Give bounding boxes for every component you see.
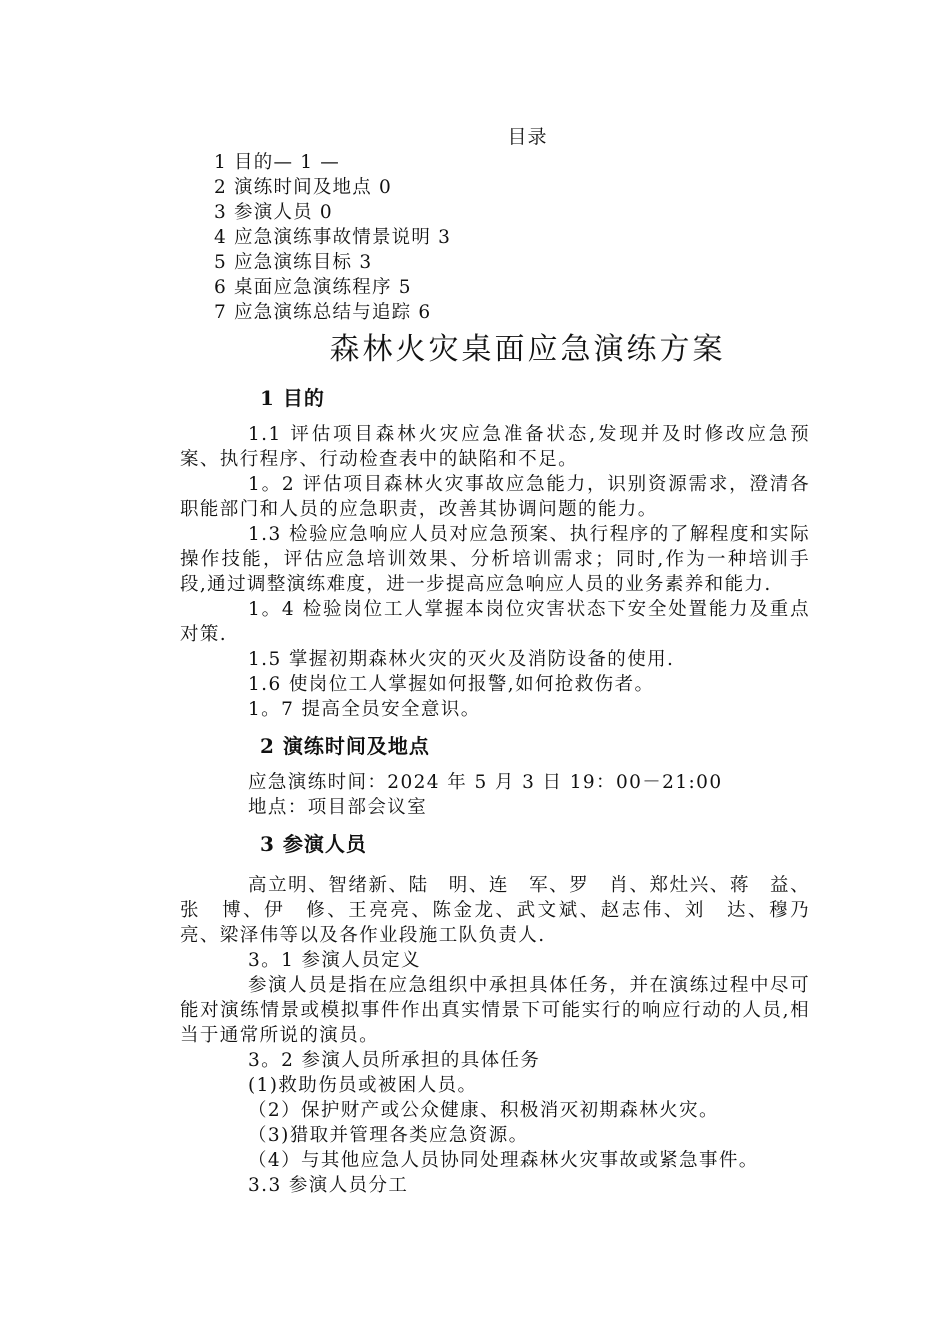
paragraph: 1。4 检验岗位工人掌握本岗位灾害状态下安全处置能力及重点对策. (180, 599, 810, 645)
paragraph: 参演人员是指在应急组织中承担具体任务，并在演练过程中尽可能对演练情景或模拟事件作出真实情景下可能实行的响应行动的人员,相当于通常所说的演员。 (180, 975, 810, 1046)
paragraph: 3.3 参演人员分工 (248, 1175, 409, 1196)
paragraph: 3。2 参演人员所承担的具体任务 (248, 1050, 541, 1071)
section-heading-purpose: 1 目的 (260, 386, 325, 410)
paragraph: 3。1 参演人员定义 (248, 950, 421, 971)
toc-item[interactable]: 6 桌面应急演练程序 5 (214, 277, 412, 298)
toc-item[interactable]: 3 参演人员 0 (214, 202, 333, 223)
paragraph: （4）与其他应急人员协同处理森林火灾事故或紧急事件。 (248, 1150, 759, 1171)
paragraph: 高立明、智绪新、陆 明、连 军、罗 肖、郑灶兴、蒋 益、张 博、伊 修、王亮亮、陈金龙、武文斌、赵志伟、刘 达、穆乃亮、梁泽伟等以及各作业段施工队负责人. (180, 875, 810, 946)
paragraph: 1.3 检验应急响应人员对应急预案、执行程序的了解程度和实际操作技能，评估应急培训效果、分析培训需求；同时,作为一种培训手段,通过调整演练难度，进一步提高应急响应人员的业务素养和能力. (180, 524, 810, 595)
paragraph: 1。7 提高全员安全意识。 (248, 699, 481, 720)
section-heading-time-place: 2 演练时间及地点 (260, 734, 430, 758)
paragraph: 地点：项目部会议室 (248, 797, 428, 818)
paragraph: 1.1 评估项目森林火灾应急准备状态,发现并及时修改应急预案、执行程序、行动检查表中的缺陷和不足。 (180, 424, 810, 470)
toc-title: 目录 (507, 126, 548, 148)
paragraph: （3)猎取并管理各类应急资源。 (248, 1125, 529, 1146)
toc-item[interactable]: 7 应急演练总结与追踪 6 (214, 302, 432, 323)
toc-item[interactable]: 5 应急演练目标 3 (214, 252, 373, 273)
paragraph: (1)救助伤员或被困人员。 (248, 1075, 478, 1096)
paragraph: 1.6 使岗位工人掌握如何报警,如何抢救伤者。 (248, 674, 655, 695)
table-of-contents (214, 150, 451, 325)
document-title: 森林火灾桌面应急演练方案 (329, 332, 726, 367)
paragraph: 1.5 掌握初期森林火灾的灭火及消防设备的使用. (248, 649, 675, 670)
paragraph: 应急演练时间：2024 年 5 月 3 日 19：00－21:00 (248, 772, 723, 793)
toc-item[interactable]: 1 目的— 1 — (214, 152, 340, 173)
section-heading-participants: 3 参演人员 (260, 832, 367, 856)
paragraph: 1。2 评估项目森林火灾事故应急能力，识别资源需求，澄清各职能部门和人员的应急职责，改善其协调问题的能力。 (180, 474, 810, 520)
document-body (180, 383, 810, 1198)
paragraph: （2）保护财产或公众健康、积极消灭初期森林火灾。 (248, 1100, 719, 1121)
toc-item[interactable]: 2 演练时间及地点 0 (214, 177, 393, 198)
toc-item[interactable]: 4 应急演练事故情景说明 3 (214, 227, 452, 248)
